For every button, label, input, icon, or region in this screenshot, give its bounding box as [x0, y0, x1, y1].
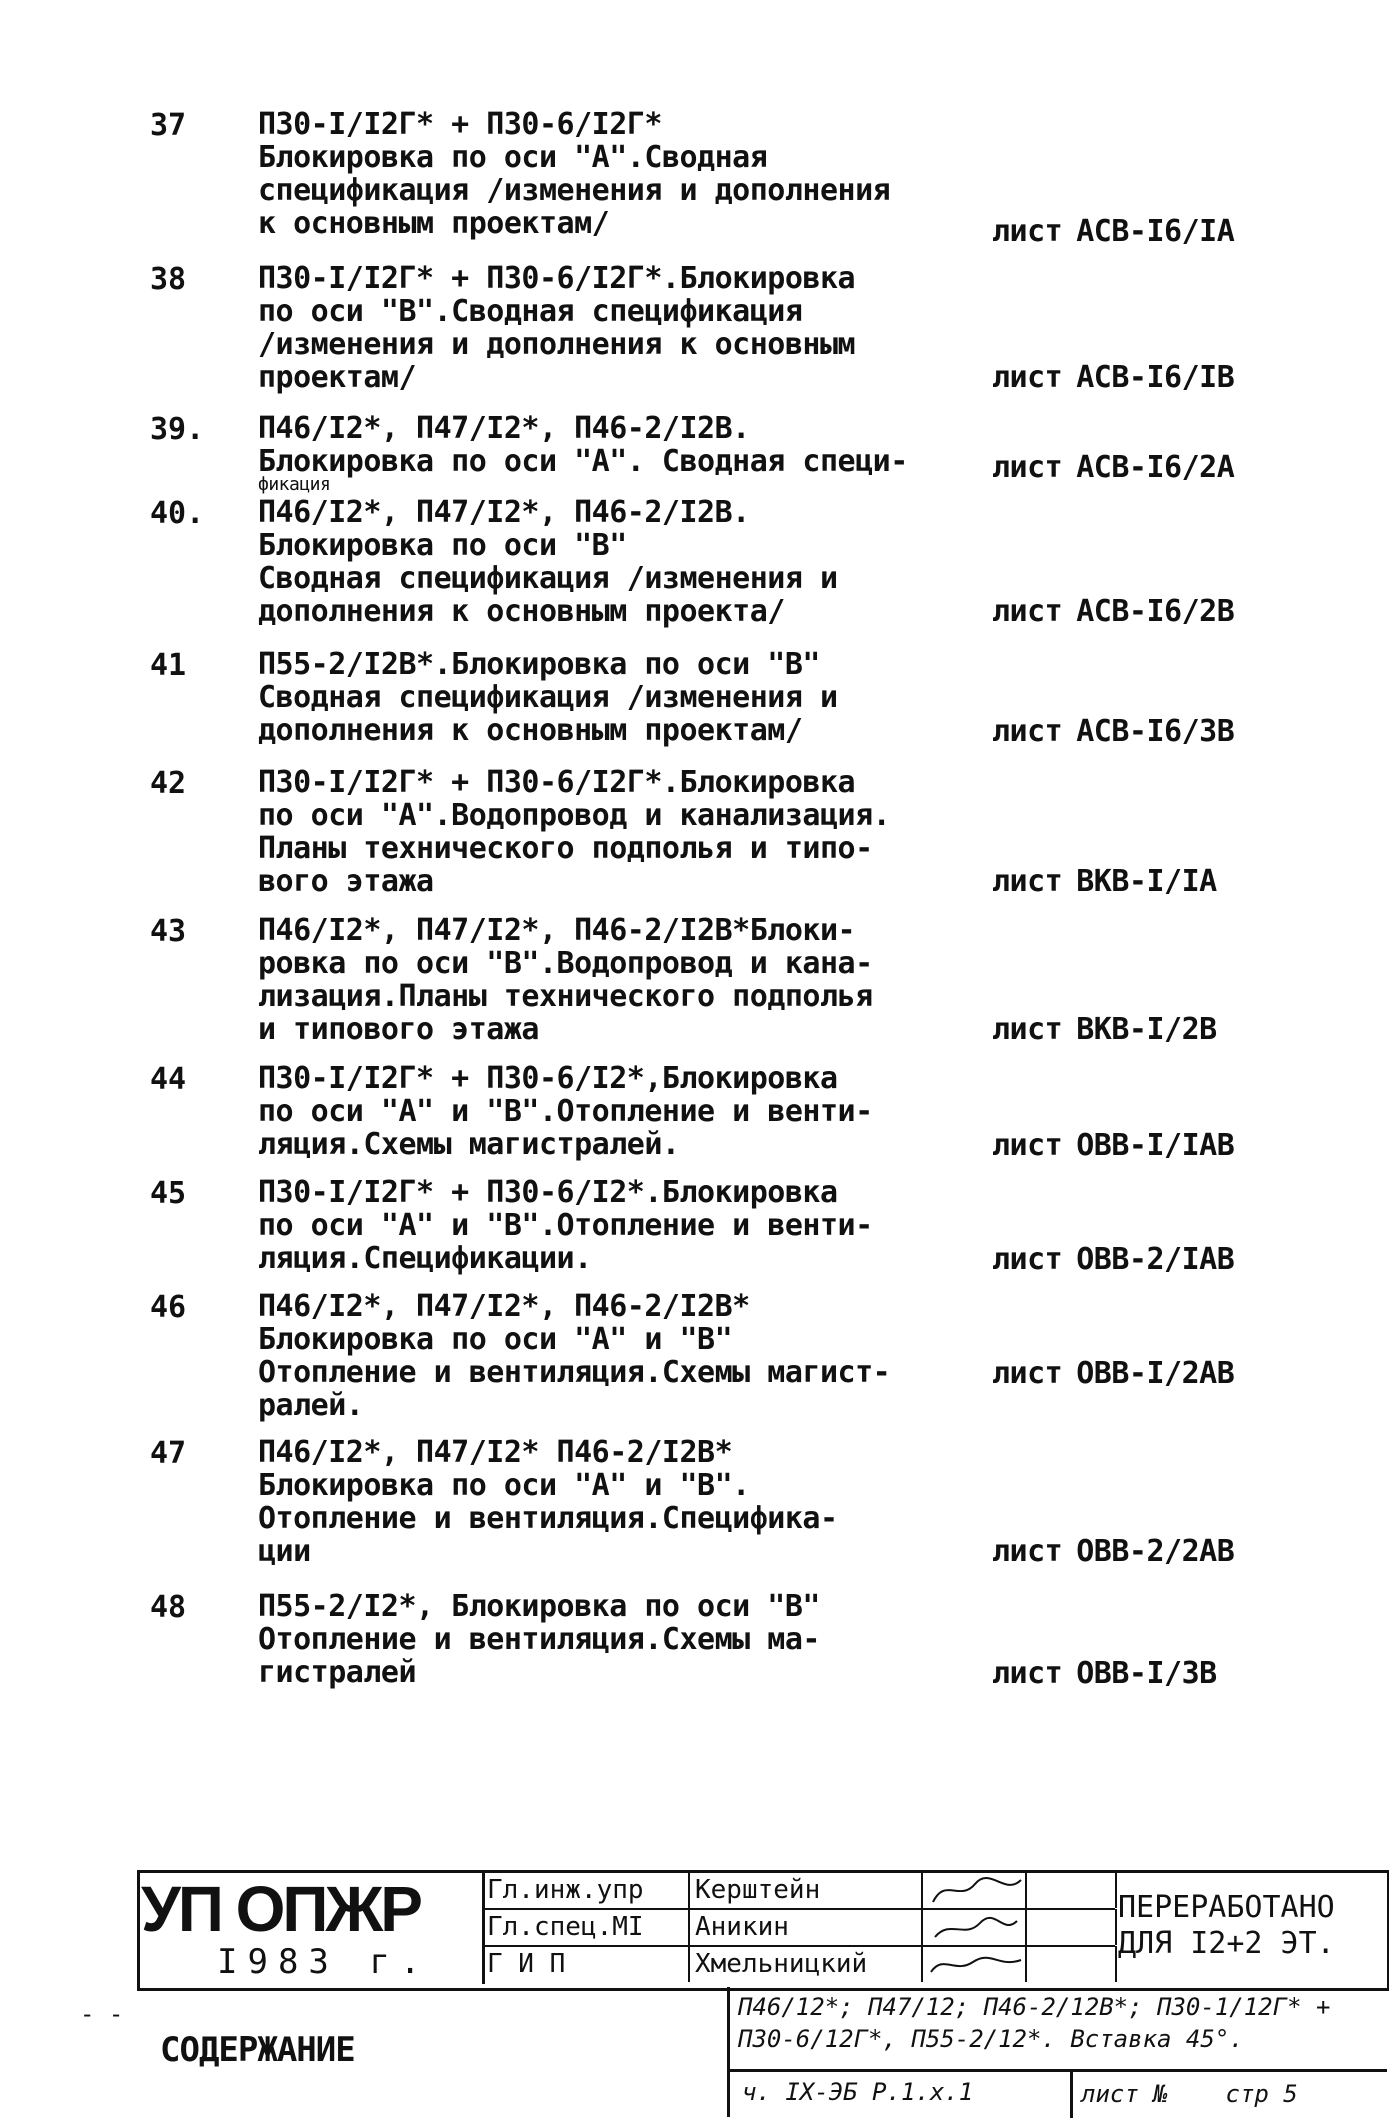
- entry-line: по оси "А" и "В".Отопление и венти-: [258, 1208, 873, 1243]
- sheet-label: лист: [992, 864, 1063, 899]
- entry-description: [258, 1590, 998, 1689]
- entry-description: [258, 914, 998, 1046]
- sheet-label: лист: [992, 360, 1063, 395]
- entry-description: [258, 262, 998, 394]
- entry-line: Блокировка по оси "В": [258, 528, 627, 563]
- entry-description: [258, 108, 998, 240]
- entry-line: П55-2/I2*, Блокировка по оси "В": [258, 1589, 820, 1624]
- entry-line: к основным проектам/: [258, 206, 610, 241]
- entry-line: П30-I/I2Г* + П30-6/I2Г*.Блокировка: [258, 261, 856, 296]
- entry-line: по оси "А" и "В".Отопление и венти-: [258, 1094, 873, 1129]
- sheet-code: ВКВ-I/IА: [1076, 864, 1217, 899]
- entry-number: 46: [150, 1290, 187, 1325]
- sheet-number-label: лист №: [1081, 2080, 1168, 2108]
- signature-grid: [485, 1872, 1115, 1984]
- signature-date: [1027, 1872, 1117, 1908]
- signature-name: Аникин: [693, 1909, 923, 1945]
- sheet-code: ВКВ-I/2В: [1076, 1012, 1217, 1047]
- signature-mark: [925, 1872, 1027, 1908]
- entry-line: Планы технического подполья и типо-: [258, 831, 873, 866]
- entry-number: 42: [150, 766, 187, 801]
- signature-row: [485, 1909, 1115, 1947]
- entry-sheet: [992, 1656, 1217, 1691]
- handwritten-signature-icon: [925, 1946, 1025, 1982]
- revision-note-line: ПЕРЕРАБОТАНО: [1118, 1890, 1335, 1925]
- entry-description: [258, 766, 998, 898]
- entry-line: Сводная спецификация /изменения и: [258, 680, 838, 715]
- sheet-label: лист: [992, 594, 1063, 629]
- contents-title: СОДЕРЖАНИЕ: [160, 2030, 355, 2070]
- entry-line: П46/I2*, П47/I2*, П46-2/I2В*Блоки-: [258, 913, 856, 948]
- sheet-code: ОВВ-I/3В: [1076, 1656, 1217, 1691]
- organization-cell: [137, 1872, 485, 1984]
- organization-year: I983 г.: [217, 1942, 431, 1982]
- sheet-code: АСВ-I6/2В: [1076, 594, 1235, 629]
- entry-line: гистралей: [258, 1655, 417, 1690]
- entry-description: [258, 1062, 998, 1161]
- entry-number: 47: [150, 1436, 187, 1471]
- entry-sheet: [992, 1242, 1234, 1277]
- entry-description: [258, 1290, 998, 1422]
- entry-description: [258, 496, 998, 628]
- signature-role: Гл.инж.упр: [485, 1872, 690, 1908]
- entry-line: П30-I/I2Г* + П30-6/I2Г*.Блокировка: [258, 765, 856, 800]
- sheet-label: лист: [992, 214, 1063, 249]
- handwritten-signature-icon: [925, 1872, 1025, 1908]
- entry-sheet: [992, 450, 1234, 485]
- entry-description: [258, 1436, 998, 1568]
- entry-line: Отопление и вентиляция.Спецификa-: [258, 1501, 838, 1536]
- entry-description: [258, 1176, 998, 1275]
- signature-name: Керштейн: [693, 1872, 923, 1908]
- signature-mark: [925, 1909, 1027, 1945]
- entry-line: ляция.Схемы магистралей.: [258, 1127, 680, 1162]
- entry-line: Отопление и вентиляция.Схемы ма-: [258, 1622, 820, 1657]
- sheet-label: лист: [992, 1534, 1063, 1569]
- entry-line: Блокировка по оси "А" и "В": [258, 1322, 733, 1357]
- sheet-label: лист: [992, 714, 1063, 749]
- entry-sheet: [992, 594, 1234, 629]
- sheet-code: АСВ-I6/IВ: [1076, 360, 1235, 395]
- signature-role: Г И П: [485, 1946, 690, 1982]
- entry-number: 38: [150, 262, 187, 297]
- entry-sheet: [992, 714, 1234, 749]
- entry-line: лизация.Планы технического подполья: [258, 979, 873, 1014]
- entry-line: по оси "В".Сводная спецификация: [258, 294, 803, 329]
- entry-description: [258, 648, 998, 747]
- entry-sheet: [992, 1534, 1234, 1569]
- entry-line: и типового этажа: [258, 1012, 539, 1047]
- entry-line: П30-I/I2Г* + П30-6/I2Г*: [258, 107, 662, 142]
- entry-sheet: [992, 360, 1234, 395]
- sheet-code: ОВВ-2/IАВ: [1076, 1242, 1235, 1277]
- signature-date: [1027, 1909, 1117, 1945]
- document-description-line: П30-6/12Г*, П55-2/12*. Вставка 45°.: [738, 2025, 1244, 2053]
- entry-line: Отопление и вентиляция.Схемы магист-: [258, 1355, 891, 1390]
- sheet-label: лист: [992, 1242, 1063, 1277]
- document-description: [738, 1991, 1330, 2055]
- entry-number: 40.: [150, 496, 205, 531]
- entry-line: /изменения и дополнения к основным: [258, 327, 856, 362]
- entry-number: 37: [150, 108, 187, 143]
- sheet-label: лист: [992, 1656, 1063, 1691]
- sheet-label: лист: [992, 450, 1063, 485]
- entry-number: 44: [150, 1062, 187, 1097]
- organization-name: УП ОПЖР: [141, 1873, 420, 1945]
- document-code-row: [730, 2069, 1387, 2118]
- entry-line: П46/I2*, П47/I2* П46-2/I2В*: [258, 1435, 733, 1470]
- document-description-line: П46/12*; П47/12; П46-2/12В*; П30-1/12Г* +: [738, 1993, 1331, 2021]
- entry-number: 41: [150, 648, 187, 683]
- sheet-label: лист: [992, 1012, 1063, 1047]
- entry-line: спецификация /изменения и дополнения: [258, 173, 891, 208]
- handwritten-signature-icon: [925, 1909, 1025, 1945]
- entry-line: Сводная спецификация /изменения и: [258, 561, 838, 596]
- sheet-label: лист: [992, 1128, 1063, 1163]
- sheet-code: АСВ-I6/IА: [1076, 214, 1235, 249]
- entry-line: ралей.: [258, 1388, 364, 1423]
- signature-name: Хмельницкий: [693, 1946, 923, 1982]
- entry-sheet: [992, 1356, 1234, 1391]
- entry-line: по оси "А".Водопровод и канализация.: [258, 798, 891, 833]
- signature-row: [485, 1872, 1115, 1910]
- signature-role: Гл.спец.МI: [485, 1909, 690, 1945]
- entry-number: 43: [150, 914, 187, 949]
- entry-line: П46/I2*, П47/I2*, П46-2/I2В.: [258, 411, 750, 446]
- entry-description: [258, 411, 998, 495]
- document-code: ч. IX-ЭБ Р.1.х.1: [742, 2078, 974, 2106]
- entry-number: 39.: [150, 412, 205, 447]
- entry-line: фикация: [258, 474, 331, 495]
- entry-sheet: [992, 864, 1217, 899]
- signature-row: [485, 1946, 1115, 1982]
- entry-line: П30-I/I2Г* + П30-6/I2*.Блокировка: [258, 1175, 838, 1210]
- page-cell: [1070, 2072, 1298, 2118]
- page-number: стр 5: [1225, 2080, 1298, 2108]
- entry-line: Блокировка по оси "А". Сводная специ-: [258, 444, 908, 479]
- entry-sheet: [992, 214, 1234, 249]
- signature-date: [1027, 1946, 1117, 1982]
- entry-line: ляция.Спецификации.: [258, 1241, 592, 1276]
- sheet-code: ОВВ-2/2АВ: [1076, 1534, 1235, 1569]
- revision-note-line: ДЛЯ I2+2 ЭТ.: [1118, 1926, 1335, 1961]
- sheet-code: АСВ-I6/3В: [1076, 714, 1235, 749]
- sheet-label: лист: [992, 1356, 1063, 1391]
- entry-sheet: [992, 1128, 1234, 1163]
- document-info-box: [727, 1987, 1387, 2117]
- sheet-code: АСВ-I6/2А: [1076, 450, 1235, 485]
- sheet-code: ОВВ-I/2АВ: [1076, 1356, 1235, 1391]
- revision-note: [1118, 1890, 1335, 1962]
- entry-sheet: [992, 1012, 1217, 1047]
- signature-mark: [925, 1946, 1027, 1982]
- entry-line: дополнения к основным проектам/: [258, 713, 803, 748]
- sheet-code: ОВВ-I/IАВ: [1076, 1128, 1235, 1163]
- entry-line: П30-I/I2Г* + П30-6/I2*,Блокировка: [258, 1061, 838, 1096]
- entry-line: Блокировка по оси "А" и "В".: [258, 1468, 750, 1503]
- entry-line: проектам/: [258, 360, 417, 395]
- entry-line: П46/I2*, П47/I2*, П46-2/I2В.: [258, 495, 750, 530]
- entry-line: П55-2/I2В*.Блокировка по оси "В": [258, 647, 820, 682]
- entry-number: 45: [150, 1176, 187, 1211]
- entry-line: вого этажа: [258, 864, 434, 899]
- entry-line: ции: [258, 1534, 311, 1569]
- entry-number: 48: [150, 1590, 187, 1625]
- entry-line: П46/I2*, П47/I2*, П46-2/I2В*: [258, 1289, 750, 1324]
- entry-line: Блокировка по оси "А".Сводная: [258, 140, 768, 175]
- entry-line: дополнения к основным проекта/: [258, 594, 785, 629]
- entry-line: ровка по оси "В".Водопровод и кана-: [258, 946, 873, 981]
- margin-mark: - -: [80, 2000, 124, 2028]
